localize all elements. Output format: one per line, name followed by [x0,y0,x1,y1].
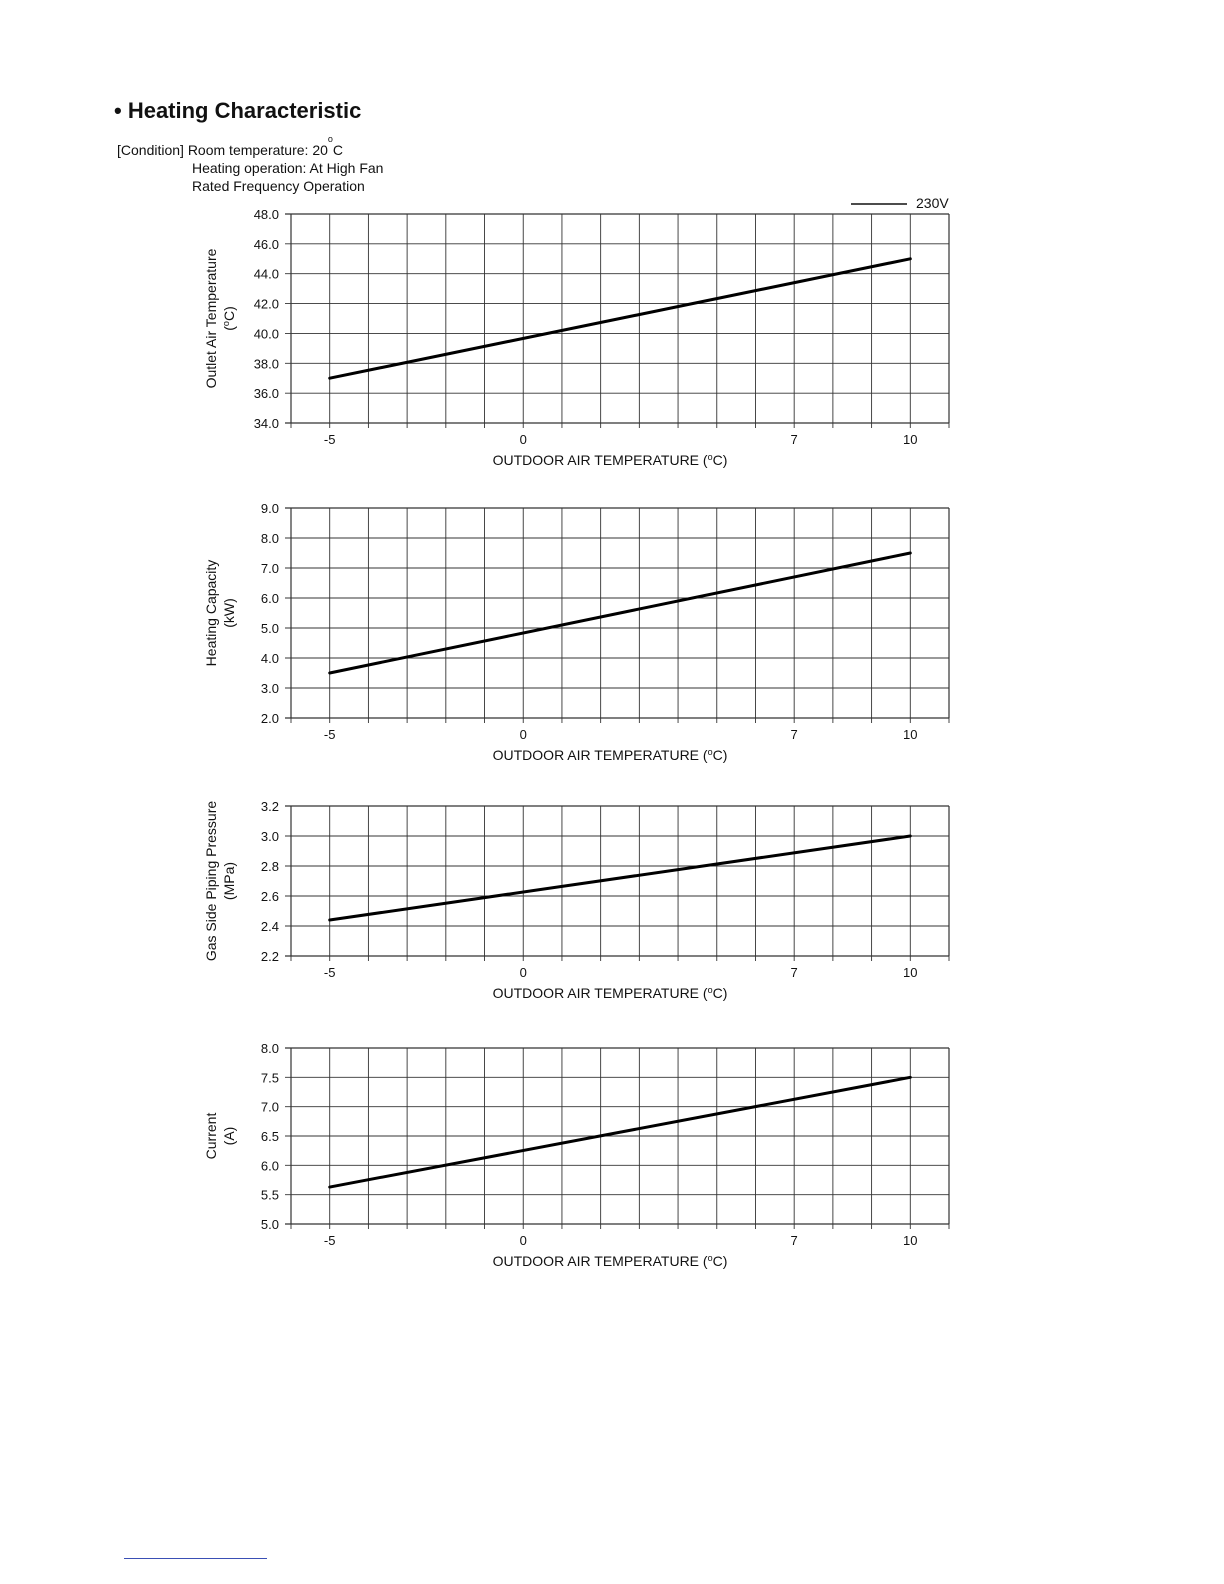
x-tick-label: -5 [323,432,336,447]
y-tick-label: 2.6 [260,889,279,904]
y-tick-label: 7.0 [260,1099,279,1115]
x-tick-label: 0 [519,1233,527,1248]
y-tick-label: 36.0 [253,386,279,402]
condition-line-room-temp: [Condition] Room temperature: 20$^o$C [117,134,344,158]
y-tick-label: 2.2 [260,949,279,964]
y-tick-label: 2.4 [260,919,279,934]
y-axis-label: Heating Capacity [203,559,219,667]
x-axis-label: OUTDOOR AIR TEMPERATURE ($^o$C) [492,452,728,468]
y-tick-label: 3.2 [260,799,279,814]
x-tick-label: 0 [519,432,527,447]
condition-line-heating-operation: Heating operation: At High Fan [192,160,384,176]
y-tick-label: 2.0 [260,711,279,726]
y-tick-label: 44.0 [253,266,279,282]
x-axis-label: OUTDOOR AIR TEMPERATURE ($^o$C) [492,1253,728,1269]
y-tick-label: 9.0 [260,501,279,516]
y-tick-label: 48.0 [253,207,279,222]
y-axis-unit: (MPa) [221,861,237,901]
y-axis-label: Gas Side Piping Pressure [203,800,219,962]
y-tick-label: 6.5 [260,1129,279,1144]
x-tick-label: 10 [903,727,918,742]
chart-1 [203,207,949,468]
y-tick-label: 34.0 [253,416,279,431]
y-tick-label: 5.0 [260,621,279,636]
series-line-230v [330,553,911,673]
y-axis-unit: (kW) [221,598,237,628]
y-tick-label: 5.0 [260,1217,279,1232]
x-tick-label: 0 [519,965,527,980]
chart-2 [203,501,949,763]
y-tick-label: 5.5 [260,1187,279,1203]
y-tick-label: 7.0 [260,561,279,576]
legend-label-230v: 230V [916,195,949,211]
x-axis-label: OUTDOOR AIR TEMPERATURE ($^o$C) [492,985,728,1001]
y-axis-label: Current [203,1112,219,1160]
y-axis-label: Outlet Air Temperature [203,248,219,389]
y-tick-label: 42.0 [253,296,279,312]
y-tick-label: 8.0 [260,531,279,546]
chart-3 [203,799,949,1001]
x-tick-label: 10 [903,432,918,447]
y-tick-label: 40.0 [253,326,279,342]
x-tick-label: 0 [519,727,527,742]
chart-4 [203,1041,949,1269]
y-axis-unit: (A) [221,1126,237,1146]
y-tick-label: 6.0 [260,1158,279,1174]
x-tick-label: 7 [790,727,798,742]
x-tick-label: -5 [323,965,336,980]
x-axis-label: OUTDOOR AIR TEMPERATURE ($^o$C) [492,747,728,763]
series-line-230v [330,259,911,378]
y-tick-label: 8.0 [260,1041,279,1056]
y-tick-label: 46.0 [253,236,279,252]
y-tick-label: 38.0 [253,356,279,372]
page-heading: • Heating Characteristic [114,98,362,123]
series-line-230v [330,836,911,920]
y-axis-unit: ($^o$C) [221,306,237,331]
x-tick-label: 7 [790,965,798,980]
x-tick-label: 10 [903,1233,918,1248]
bottom-rule [124,1558,267,1559]
y-tick-label: 2.8 [260,859,279,874]
x-tick-label: 10 [903,965,918,980]
y-tick-label: 3.0 [260,829,279,844]
x-tick-label: -5 [323,1233,336,1248]
series-line-230v [330,1077,911,1187]
condition-line-frequency: Rated Frequency Operation [192,178,365,194]
y-tick-label: 7.5 [260,1070,279,1086]
x-tick-label: 7 [790,1233,798,1248]
y-tick-label: 3.0 [260,681,279,696]
x-tick-label: 7 [790,432,798,447]
legend [851,195,949,211]
y-tick-label: 6.0 [260,591,279,606]
x-tick-label: -5 [323,727,336,742]
y-tick-label: 4.0 [260,651,279,666]
